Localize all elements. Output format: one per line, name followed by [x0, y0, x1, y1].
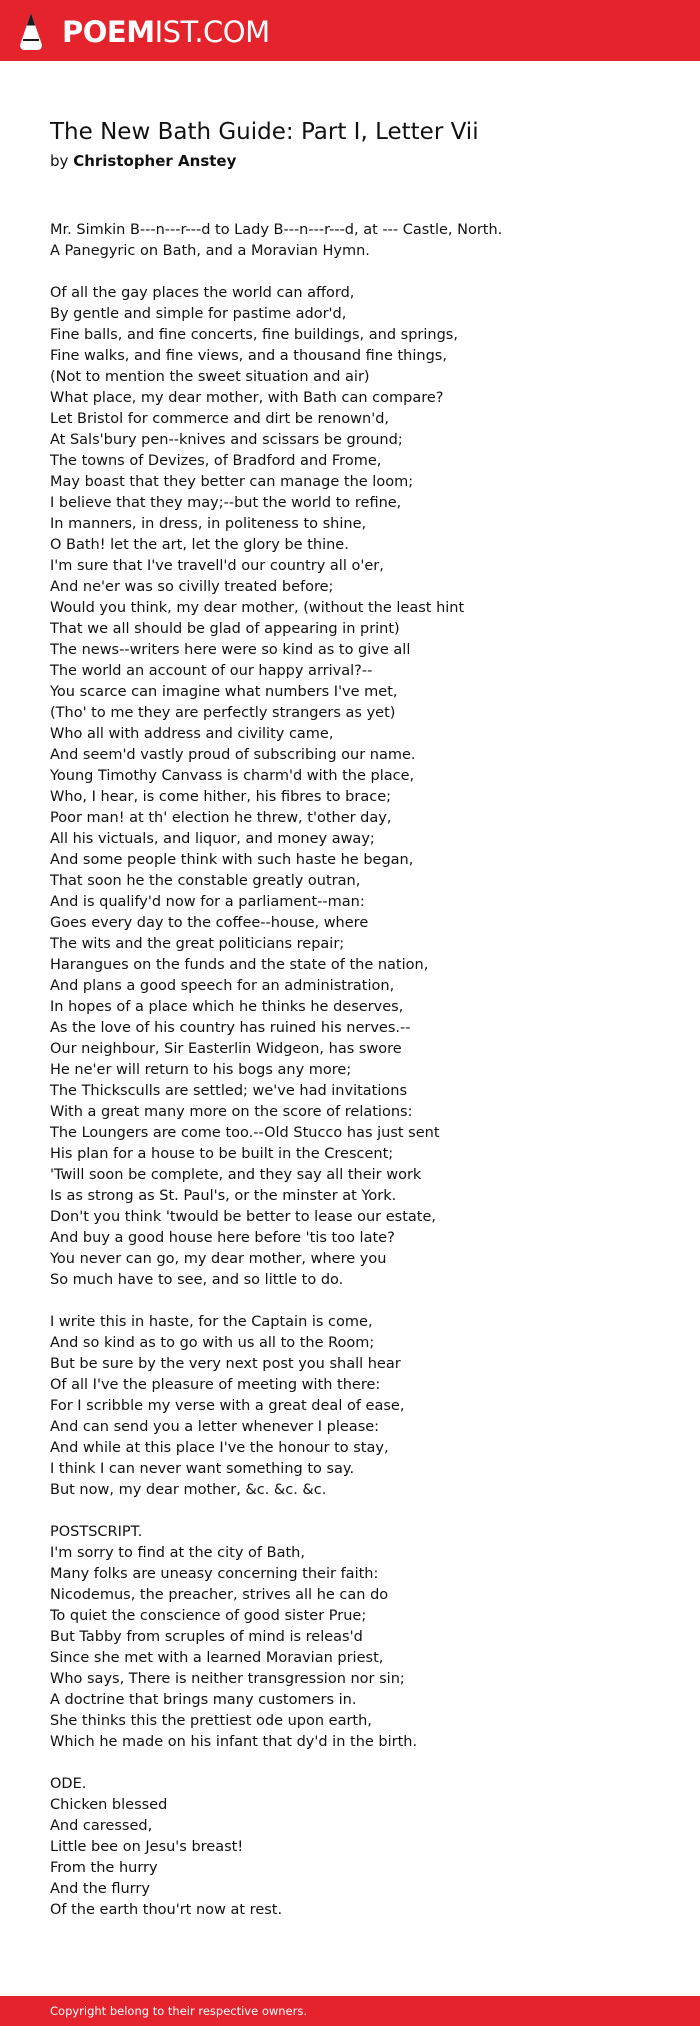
poem-line: Let Bristol for commerce and dirt be renown'd, — [50, 411, 390, 427]
poem-line: At Sals'bury pen--knives and scissars be ground; — [50, 432, 403, 448]
poem-line: I believe that they may;--but the world to refine, — [50, 495, 402, 511]
poem-line: Of all the gay places the world can afford, — [50, 285, 355, 301]
poem-line: Since she met with a learned Moravian priest, — [50, 1650, 384, 1666]
poem-line: Chicken blessed — [50, 1797, 168, 1813]
poem-line: In hopes of a place which he thinks he deserves, — [50, 999, 404, 1015]
poem-line: That we all should be glad of appearing in print) — [50, 621, 400, 637]
poem-line: In manners, in dress, in politeness to shine, — [50, 516, 367, 532]
poem-line: ODE. — [50, 1776, 87, 1792]
poem-line: To quiet the conscience of good sister Prue; — [50, 1608, 367, 1624]
poem-line: I'm sorry to find at the city of Bath, — [50, 1545, 305, 1561]
poem-line: Of all I've the pleasure of meeting with there: — [50, 1377, 381, 1393]
poem-line: Fine balls, and fine concerts, fine buildings, and springs, — [50, 327, 458, 343]
poem-line: As the love of his country has ruined his nerves.-- — [50, 1020, 411, 1036]
poem-line: For I scribble my verse with a great deal of ease, — [50, 1398, 405, 1414]
poem-stanza — [50, 1522, 670, 1753]
poem-line: His plan for a house to be built in the Crescent; — [50, 1146, 394, 1162]
poem-line: The Loungers are come too.--Old Stucco has just sent — [50, 1125, 440, 1141]
poem-stanza — [50, 220, 670, 262]
pencil-tip-icon — [18, 12, 44, 52]
poem-line: 'Twill soon be complete, and they say all their work — [50, 1167, 422, 1183]
poem-line: And caressed, — [50, 1818, 153, 1834]
poem-line: Harangues on the funds and the state of the nation, — [50, 957, 429, 973]
poem-line: The world an account of our happy arrival?-- — [50, 663, 373, 679]
poem-line: All his victuals, and liquor, and money away; — [50, 831, 375, 847]
poem-line: Who, I hear, is come hither, his fibres to brace; — [50, 789, 392, 805]
poem-line: And while at this place I've the honour to stay, — [50, 1440, 389, 1456]
poem-line: I'm sure that I've travell'd our country all o'er, — [50, 558, 384, 574]
poem-line: And plans a good speech for an administration, — [50, 978, 395, 994]
site-logo-link[interactable] — [18, 12, 270, 52]
poem-line: Who says, There is neither transgression nor sin; — [50, 1671, 405, 1687]
poem-line: By gentle and simple for pastime ador'd, — [50, 306, 347, 322]
poem-line: Nicodemus, the preacher, strives all he can do — [50, 1587, 389, 1603]
poem-line: Our neighbour, Sir Easterlin Widgeon, has swore — [50, 1041, 402, 1057]
poem-line: But now, my dear mother, &c. &c. &c. — [50, 1482, 327, 1498]
copyright-notice: Copyright belong to their respective owners. — [50, 2004, 308, 2018]
poem-line: POSTSCRIPT. — [50, 1524, 143, 1540]
poem-line: And buy a good house here before 'tis too late? — [50, 1230, 395, 1246]
poem-line: And so kind as to go with us all to the Room; — [50, 1335, 375, 1351]
poem-line: I think I can never want something to say. — [50, 1461, 355, 1477]
poem-line: Is as strong as St. Paul's, or the minster at York. — [50, 1188, 397, 1204]
poem-line: And seem'd vastly proud of subscribing our name. — [50, 747, 416, 763]
poem-line: Fine walks, and fine views, and a thousand fine things, — [50, 348, 447, 364]
poem-line: (Tho' to me they are perfectly strangers as yet) — [50, 705, 396, 721]
poem-line: She thinks this the prettiest ode upon earth, — [50, 1713, 372, 1729]
poem-line: Would you think, my dear mother, (without the least hint — [50, 600, 465, 616]
poem-line: You scarce can imagine what numbers I've met, — [50, 684, 398, 700]
poem-line: Who all with address and civility came, — [50, 726, 334, 742]
poem-line: And is qualify'd now for a parliament--man: — [50, 894, 365, 910]
logo-wordmark — [62, 12, 270, 52]
poem-line: But be sure by the very next post you shall hear — [50, 1356, 401, 1372]
poem-line: Of the earth thou'rt now at rest. — [50, 1902, 283, 1918]
poem-line: What place, my dear mother, with Bath can compare? — [50, 390, 444, 406]
poem-line: Don't you think 'twould be better to lease our estate, — [50, 1209, 436, 1225]
poem-line: From the hurry — [50, 1860, 158, 1876]
poem-stanza — [50, 1312, 670, 1501]
poem-stanza — [50, 283, 670, 1291]
poem-line: And ne'er was so civilly treated before; — [50, 579, 334, 595]
site-footer — [0, 1996, 700, 2026]
poem-line: A doctrine that brings many customers in. — [50, 1692, 357, 1708]
poem-line: O Bath! let the art, let the glory be thine. — [50, 537, 349, 553]
logo-text-bold: POEM — [62, 15, 155, 49]
poem-line: May boast that they better can manage the loom; — [50, 474, 414, 490]
poem-line: Little bee on Jesu's breast! — [50, 1839, 244, 1855]
poem-line: Which he made on his infant that dy'd in the birth. — [50, 1734, 418, 1750]
site-header — [0, 0, 700, 61]
poem-line: But Tabby from scruples of mind is releas'd — [50, 1629, 363, 1645]
poem-line: Mr. Simkin B---n---r---d to Lady B---n---r---d, at --- Castle, North. — [50, 222, 503, 238]
poem-line: The towns of Devizes, of Bradford and Frome, — [50, 453, 382, 469]
poem-line: You never can go, my dear mother, where you — [50, 1251, 387, 1267]
poem-line: The Thicksculls are settled; we've had invitations — [50, 1083, 408, 1099]
poem-line: Poor man! at th' election he threw, t'other day, — [50, 810, 392, 826]
poem-line: A Panegyric on Bath, and a Moravian Hymn. — [50, 243, 370, 259]
poem-stanza — [50, 1774, 670, 1921]
poem-line: And can send you a letter whenever I please: — [50, 1419, 380, 1435]
poem-title: The New Bath Guide: Part I, Letter Vii — [50, 119, 479, 145]
poem-line: The wits and the great politicians repair; — [50, 936, 345, 952]
logo-text-light: IST.COM — [154, 15, 270, 49]
by-label: by — [50, 152, 69, 170]
poem-body — [50, 220, 670, 1942]
poem-line: (Not to mention the sweet situation and air) — [50, 369, 370, 385]
poem-line: Young Timothy Canvass is charm'd with the place, — [50, 768, 415, 784]
poem-line: Goes every day to the coffee--house, where — [50, 915, 369, 931]
poem-line: That soon he the constable greatly outran, — [50, 873, 361, 889]
byline — [50, 150, 650, 172]
poem-line: With a great many more on the score of relations: — [50, 1104, 413, 1120]
poem-line: And some people think with such haste he began, — [50, 852, 414, 868]
poem-heading — [50, 116, 650, 172]
poem-line: I write this in haste, for the Captain is come, — [50, 1314, 373, 1330]
poem-line: So much have to see, and so little to do. — [50, 1272, 344, 1288]
poem-line: The news--writers here were so kind as to give all — [50, 642, 411, 658]
author-name: Christopher Anstey — [73, 152, 237, 170]
poem-line: He ne'er will return to his bogs any more; — [50, 1062, 352, 1078]
poem-line: And the flurry — [50, 1881, 150, 1897]
poem-line: Many folks are uneasy concerning their faith: — [50, 1566, 379, 1582]
